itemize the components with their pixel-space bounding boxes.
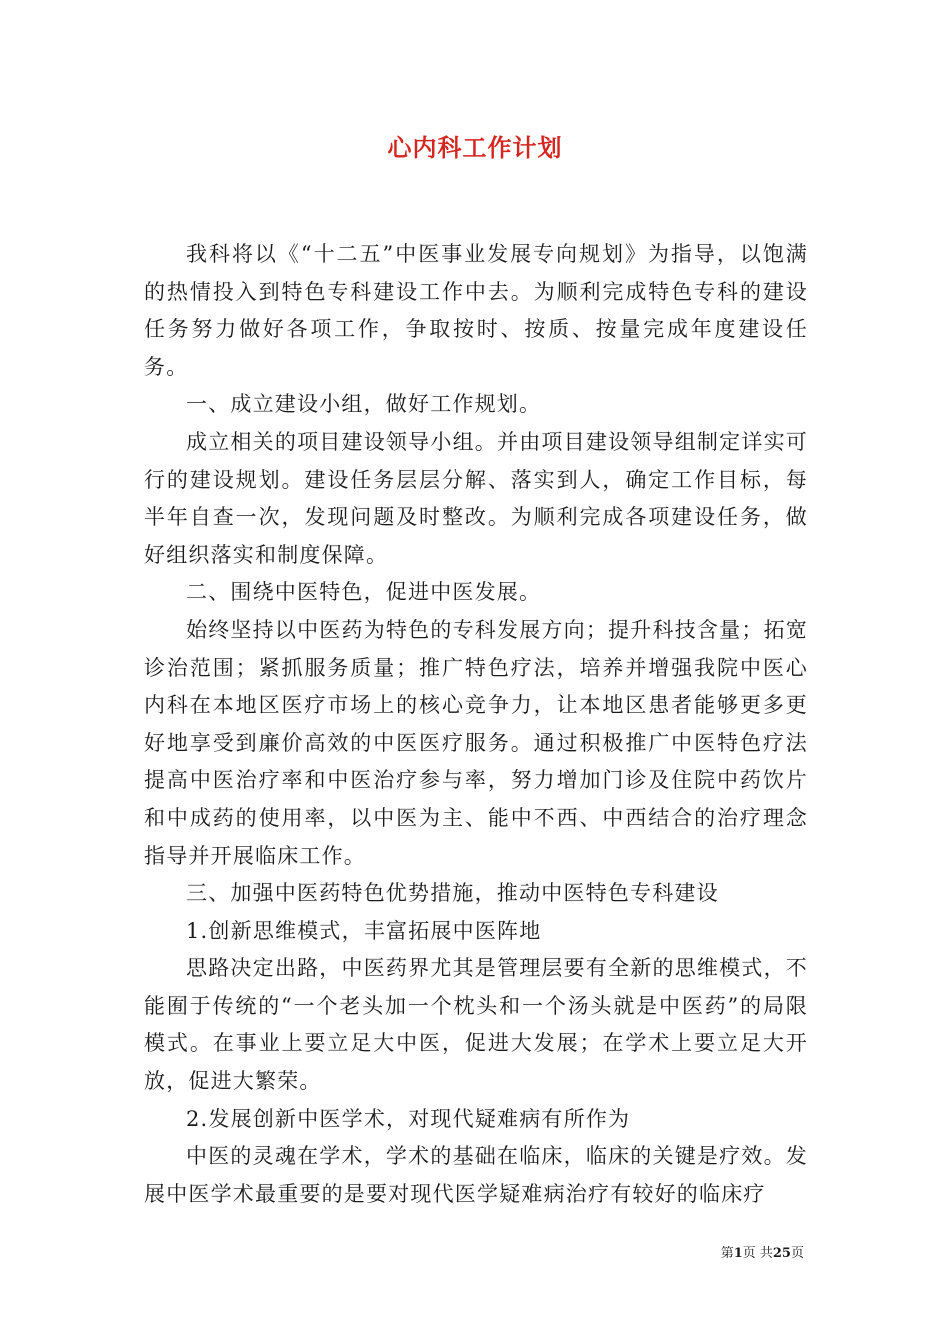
footer-suffix: 页 [790,1246,804,1261]
subsection-heading-2: 2.发展创新中医学术，对现代疑难病有所作为 [186,1106,631,1131]
paragraph-subsection-1: 思路决定出路，中医药界尤其是管理层要有全新的思维模式，不能囿于传统的“一个老头加一个枕头和一个汤头就是中医药”的局限模式。在事业上要立足大中医，促进大发展；在学术上要立足大开放，促进大繁荣。 [144,956,808,1094]
section-heading-1: 一、成立建设小组，做好工作规划。 [186,392,542,417]
paragraph-subsection-2: 中医的灵魂在学术，学术的基础在临床，临床的关键是疗效。发展中医学术最重要的是要对现代医学疑难病治疗有较好的临床疗 [144,1144,808,1206]
document-title: 心内科工作计划 [387,134,563,162]
section-heading-3: 三、加强中医药特色优势措施，推动中医特色专科建设 [186,881,719,906]
paragraph-intro: 我科将以《“十二五”中医事业发展专向规划》为指导，以饱满的热情投入到特色专科建设工作中去。为顺利完成特色专科的建设任务努力做好各项工作，争取按时、按质、按量完成年度建设任务。 [144,242,808,379]
paragraph-section-2: 始终坚持以中医药为特色的专科发展方向；提升科技含量；拓宽诊治范围；紧抓服务质量；推广特色疗法，培养并增强我院中医心内科在本地区医疗市场上的核心竞争力，让本地区患者能够更多更好地享受到廉价高效的中医医疗服务。通过积极推广中医特色疗法提高中医治疗率和中医治疗参与率，努力增加门诊及住院中药饮片和中成药的使用率，以中医为主、能中不西、中西结合的治疗理念指导并开展临床工作。 [144,617,808,868]
footer-prefix: 第 [720,1246,734,1261]
footer-middle: 页 共 [742,1246,773,1261]
section-heading-2: 二、围绕中医特色，促进中医发展。 [186,580,542,605]
footer-current-page: 1 [733,1246,743,1261]
footer-total-pages: 25 [772,1246,791,1261]
paragraph-section-1: 成立相关的项目建设领导小组。并由项目建设领导组制定详实可行的建设规划。建设任务层层分解、落实到人，确定工作目标，每半年自查一次，发现问题及时整改。为顺利完成各项建设任务，做好组织落实和制度保障。 [144,429,808,567]
page-number-footer [721,1244,804,1264]
subsection-heading-1: 1.创新思维模式，丰富拓展中医阵地 [186,918,542,943]
document-body [144,236,808,1213]
